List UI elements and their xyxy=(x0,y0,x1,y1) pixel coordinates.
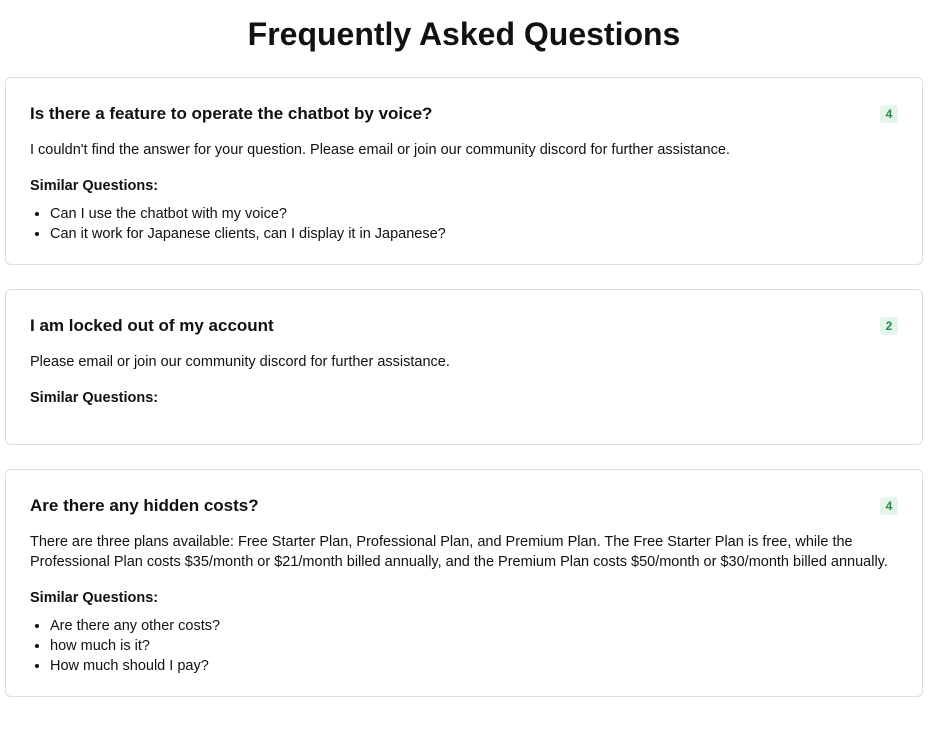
similar-question-item: • Are there any other costs? xyxy=(50,616,898,636)
count-badge: 4 xyxy=(880,105,898,123)
similar-questions-heading: Similar Questions: xyxy=(30,590,159,606)
faq-answer: There are three plans available: Free Starter Plan, Professional Plan, and Premium Plan. The Free Starter Plan is free, while the Professional Plan costs $35/month or $21/month billed annually, and the Premium Plan costs $50/month or $30/month billed annually. xyxy=(30,534,888,570)
similar-questions-heading: Similar Questions: xyxy=(30,178,159,194)
similar-questions-heading: Similar Questions: xyxy=(30,390,159,406)
faq-card xyxy=(5,469,923,697)
faq-answer: I couldn't find the answer for your question. Please email or join our community discord for further assistance. xyxy=(30,142,730,158)
count-badge: 4 xyxy=(880,497,898,515)
similar-questions-list xyxy=(30,408,898,424)
page-title: Frequently Asked Questions xyxy=(247,16,681,52)
faq-question: Is there a feature to operate the chatbot by voice? xyxy=(30,104,433,123)
similar-questions-list xyxy=(30,616,898,676)
count-badge: 2 xyxy=(880,317,898,335)
similar-question-item: • How much should I pay? xyxy=(50,656,898,676)
faq-card xyxy=(5,77,923,265)
faq-answer: Please email or join our community discord for further assistance. xyxy=(30,354,450,370)
similar-question-item: • how much is it? xyxy=(50,636,898,656)
similar-questions-list xyxy=(30,204,898,244)
faq-question: I am locked out of my account xyxy=(30,316,274,335)
faq-card xyxy=(5,289,923,445)
faq-list xyxy=(5,77,923,721)
faq-question: Are there any hidden costs? xyxy=(30,496,259,515)
similar-question-item: • Can I use the chatbot with my voice? xyxy=(50,204,898,224)
similar-question-item: • Can it work for Japanese clients, can I display it in Japanese? xyxy=(50,224,898,244)
